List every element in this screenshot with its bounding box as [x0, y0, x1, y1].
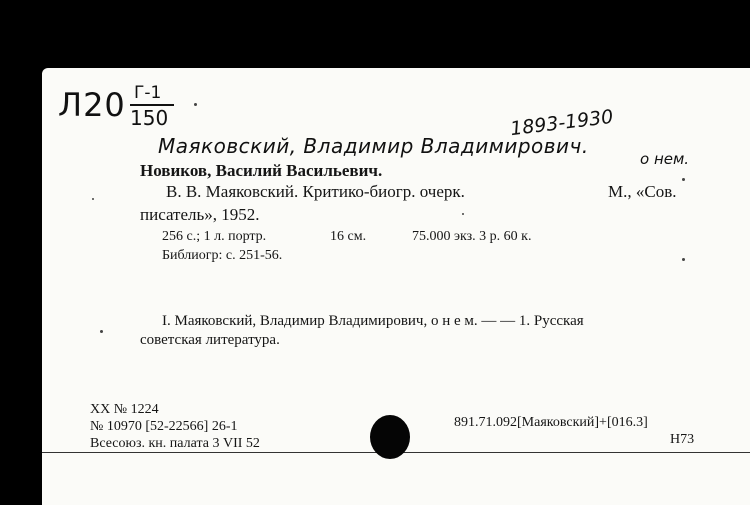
call-number-main: Л20 — [58, 86, 126, 124]
ink-blot — [370, 415, 410, 459]
classification: 891.71.092[Маяковский]+[016.3] — [454, 415, 648, 430]
call-number-bottom: 150 — [130, 106, 169, 130]
speck — [462, 213, 464, 215]
bibliography-note: Библиогр: с. 251-56. — [162, 248, 283, 263]
author-heading: Новиков, Василий Васильевич. — [140, 161, 383, 180]
publisher-line: Всесоюз. кн. палата 3 VII 52 — [90, 436, 260, 451]
call-number-top: Г-1 — [134, 83, 162, 103]
speck — [194, 103, 197, 106]
physical-description: 256 с.; 1 л. портр. — [162, 229, 267, 244]
title-line-2: писатель», 1952. — [140, 205, 260, 224]
speck — [92, 198, 94, 200]
handwritten-subject-heading: Маяковский, Владимир Владимирович. — [158, 134, 589, 158]
copies-price: 75.000 экз. 3 р. 60 к. — [412, 229, 532, 244]
tracings: I. Маяковский, Владимир Владимирович, о н е м. — — 1. Русская — [162, 313, 584, 329]
speck — [682, 258, 685, 261]
cutter-number: Н73 — [670, 432, 695, 447]
title-line-1: В. В. Маяковский. Критико-биогр. очерк. — [166, 182, 465, 201]
speck — [682, 178, 685, 181]
registration-number: № 10970 [52-22566] 26-1 — [90, 419, 238, 434]
handwritten-subject-note: о нем. — [640, 150, 690, 168]
series-number: XX № 1224 — [90, 402, 159, 417]
handwritten-years: 1893-1930 — [509, 105, 615, 141]
imprint-place: М., «Сов. — [608, 182, 677, 201]
tracings-continued: советская литература. — [140, 332, 280, 348]
size: 16 см. — [330, 229, 367, 244]
catalog-card — [42, 68, 750, 505]
speck — [100, 330, 103, 333]
